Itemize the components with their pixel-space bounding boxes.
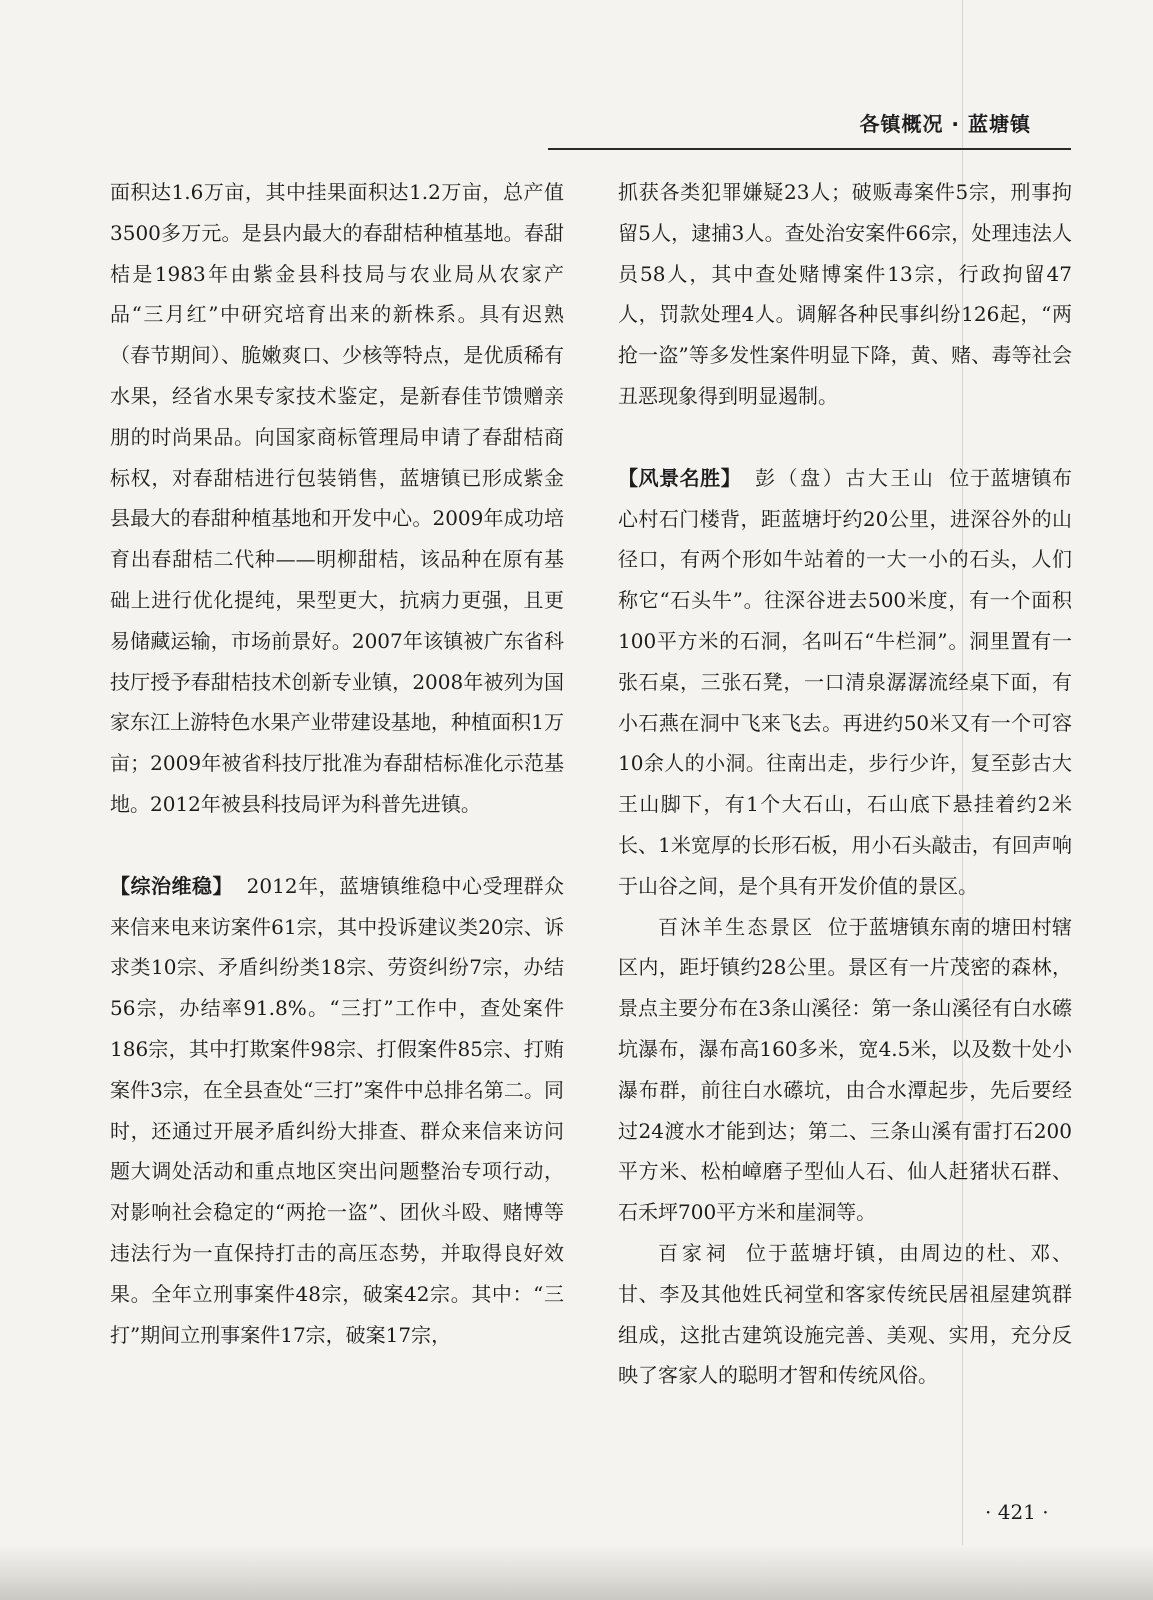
page-number: · 421 ·	[985, 1500, 1049, 1524]
subheading-baijiaci: 百家祠	[658, 1240, 730, 1265]
paragraph-baimuyang	[618, 907, 1072, 1233]
section-heading-zongzhi-weiwen: 【综治维稳】	[110, 873, 233, 898]
paragraph-pangu-mountain	[618, 458, 1072, 907]
paragraph-continued-cases: 抓获各类犯罪嫌疑23人；破贩毒案件5宗，刑事拘留5人，逮捕3人。查处治安案件66宗，处理违法人员58人，其中查处赌博案件13宗，行政拘留47人，罚款处理4人。调解各种民事纠纷126起，“两抢一盗”等多发性案件明显下降，黄、赌、毒等社会丑恶现象得到明显遏制。	[618, 180, 1072, 408]
header-rule	[548, 148, 1071, 150]
section-gap	[110, 825, 564, 866]
scan-bottom-shadow	[0, 1545, 1153, 1600]
paragraph-zongzhi-weiwen	[110, 866, 564, 1356]
body-baimuyang-scenic-area: 位于蓝塘镇东南的塘田村辖区内，距圩镇约28公里。景区有一片茂密的森林，景点主要分布在3条山溪径：第一条山溪径有白水礤坑瀑布，瀑布高160多米，宽4.5米，以及数十处小瀑布群，前往白水礤坑，由合水潭起步，先后要经过24渡水才能到达；第二、三条山溪有雷打石200平方米、松柏嶂磨子型仙人石、仙人赶猪状石群、石禾坪700平方米和崖洞等。	[618, 914, 1073, 1225]
running-header: 各镇概况 · 蓝塘镇	[859, 112, 1031, 136]
left-column	[110, 172, 564, 1355]
section-gap	[618, 417, 1072, 458]
section-body-zongzhi-weiwen: 2012年，蓝塘镇维稳中心受理群众来信来电来访案件61宗，其中投诉建议类20宗、诉求类10宗、矛盾纠纷类18宗、劳资纠纷7宗，办结56宗，办结率91.8%。“三打”工作中，查处案件186宗，其中打欺案件98宗、打假案件85宗、打贿案件3宗，在全县查处“三打”案件中总排名第二。同时，还通过开展矛盾纠纷大排查、群众来信来访问题大调处活动和重点地区突出问题整治专项行动，对影响社会稳定的“两抢一盗”、团伙斗殴、赌博等违法行为一直保持打击的高压态势，并取得良好效果。全年立刑事案件48宗，破案42宗。其中：“三打”期间立刑事案件17宗，破案17宗，	[110, 873, 564, 1347]
body-baijiaci: 位于蓝塘圩镇，由周边的杜、邓、甘、李及其他姓氏祠堂和客家传统民居祖屋建筑群组成，这批古建筑设施完善、美观、实用，充分反映了客家人的聪明才智和传统风俗。	[618, 1240, 1073, 1388]
paragraph-baijiaci	[618, 1233, 1072, 1396]
section-heading-fengjing-mingsheng: 【风景名胜】	[618, 465, 742, 490]
subheading-baimuyang-scenic-area: 百沐羊生态景区	[658, 914, 815, 939]
paragraph-chuntianju: 面积达1.6万亩，其中挂果面积达1.2万亩，总产值3500多万元。是县内最大的春甜桔种植基地。春甜桔是1983年由紫金县科技局与农业局从农家产品“三月红”中研究培育出来的新株系。具有迟熟（春节期间）、脆嫩爽口、少核等特点，是优质稀有水果，经省水果专家技术鉴定，是新春佳节馈赠亲朋的时尚果品。向国家商标管理局申请了春甜桔商标权，对春甜桔进行包装销售，蓝塘镇已形成紫金县最大的春甜种植基地和开发中心。2009年成功培育出春甜桔二代种——明柳甜桔，该品种在原有基础上进行优化提纯，果型更大，抗病力更强，且更易储藏运输，市场前景好。2007年该镇被广东省科技厅授予春甜桔技术创新专业镇，2008年被列为国家东江上游特色水果产业带建设基地，种植面积1万亩；2009年被省科技厅批准为春甜桔标准化示范基地。2012年被县科技局评为科普先进镇。	[110, 180, 564, 816]
right-column	[618, 172, 1072, 1396]
body-pangu-dawang-shan: 位于蓝塘镇布心村石门楼背，距蓝塘圩约20公里，进深谷外的山径口，有两个形如牛站着的一大一小的石头，人们称它“石头牛”。往深谷进去500米度，有一个面积100平方米的石洞，名叫石“牛栏洞”。洞里置有一张石桌，三张石凳，一口清泉潺潺流经桌下面，有小石燕在洞中飞来飞去。再进约50米又有一个可容10余人的小洞。往南出走，步行少许，复至彭古大王山脚下，有1个大石山，石山底下悬挂着约2米长、1米宽厚的长形石板，用小石头敲击，有回声响于山谷之间，是个具有开发价值的景区。	[618, 465, 1073, 898]
subheading-pangu-dawang-shan: 彭（盘）古大王山	[755, 465, 936, 490]
